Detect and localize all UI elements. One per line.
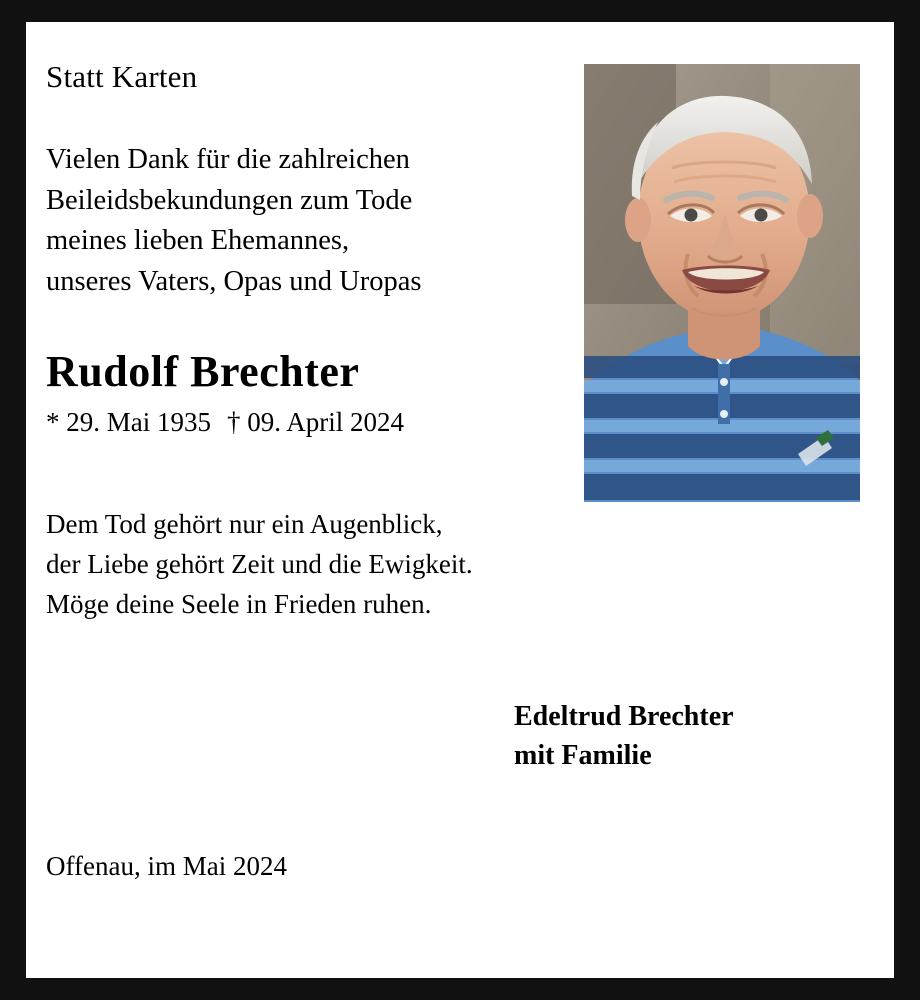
thanks-line-1: Vielen Dank für die zahlreichen — [46, 144, 410, 176]
page-title: Statt Karten — [46, 59, 198, 94]
thanks-line-2: Beileidsbekundungen zum Tode — [46, 184, 413, 216]
verse-line-2: der Liebe gehört Zeit und die Ewigkeit. — [46, 548, 473, 579]
verse-line-1: Dem Tod gehört nur ein Augenblick, — [46, 508, 443, 539]
thanks-paragraph — [46, 140, 566, 302]
portrait-illustration — [584, 64, 860, 502]
obituary-inner — [26, 22, 894, 978]
thanks-line-4: unseres Vaters, Opas und Uropas — [46, 265, 422, 297]
birth-date: * 29. Mai 1935 — [46, 407, 211, 438]
signature-line-1: Edeltrud Brechter — [514, 700, 734, 732]
verse-line-3: Möge deine Seele in Frieden ruhen. — [46, 588, 432, 619]
memorial-verse — [46, 505, 860, 625]
thanks-line-3: meines lieben Ehemannes, — [46, 225, 350, 257]
deceased-name: Rudolf Brechter — [46, 346, 360, 396]
signature-line-2: mit Familie — [514, 740, 652, 772]
place-and-date: Offenau, im Mai 2024 — [46, 851, 287, 882]
portrait-photo — [584, 64, 860, 502]
death-date: † 09. April 2024 — [227, 407, 405, 438]
signature-block — [514, 697, 860, 777]
